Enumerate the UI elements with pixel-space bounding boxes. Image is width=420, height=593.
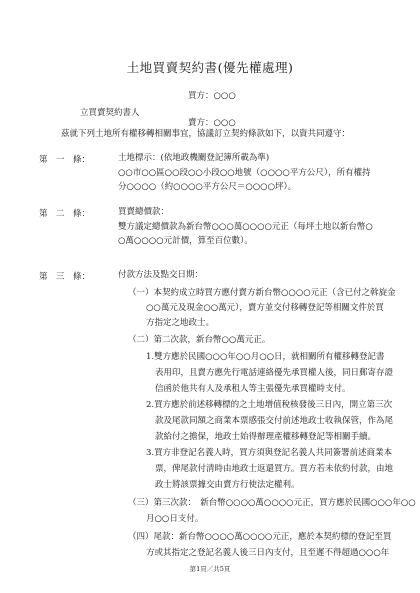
article-3-label: 第 三 條： bbox=[39, 272, 91, 282]
preamble-text: 茲就下列土地所有權移轉相關事宜，協議訂立契約條款如下，以資共同遵守： bbox=[61, 129, 351, 139]
article-3-line: ○○萬元及現金○○萬元），賣方並交付移轉登記等相關文件於買 bbox=[146, 303, 384, 313]
seller-line: 賣方：○○○ bbox=[188, 118, 236, 128]
article-1-line: 土地標示：(依地政機關登記簿所載為準) bbox=[118, 153, 270, 163]
article-3-line: 信函於他共有人及承租人等主張優先承買權時支付。 bbox=[155, 384, 351, 394]
article-3-line: 3.買方非登記名義人時，買方須與登記名義人共同簽署前述商業本 bbox=[146, 448, 393, 458]
article-3-line: （三）第三次款： 新台幣○○○○萬○○○○元正，買方應於民國○○○年○○ bbox=[128, 498, 416, 508]
article-3-line: 方指定之地政士。 bbox=[146, 318, 215, 328]
page-number: 第1頁／共5頁 bbox=[189, 565, 231, 573]
article-3-line: （四）尾款：新台幣○○○○萬○○○○元正，應於本契約標的登記至買 bbox=[128, 532, 392, 542]
document-title: 土地買賣契約書(優先權處理) bbox=[126, 60, 294, 75]
article-3-line: 票，俾尾款付清時由地政士返還買方。買方若未依約付款，由地 bbox=[155, 464, 394, 474]
article-3-line: 方或其指定之登記名義人後三日內支付，且至遲不得超過○○○年 bbox=[146, 548, 390, 558]
article-2-line: 雙方議定總價款為新台幣○○○萬○○○○元正（每坪土地以新台幣○ bbox=[118, 222, 373, 232]
article-3-line: 1.雙方應於民國○○○年○○月○○日，就相關所有權移轉登記書 bbox=[146, 352, 385, 362]
article-1-line: ○○市○○區○○段○○小段○○地號（○○○○平方公尺），所有權持 bbox=[118, 168, 371, 178]
article-3-line: 2.買方應於前述移轉標的之土地增值稅核發後三日內，開立第三次 bbox=[146, 400, 393, 410]
article-3-line: 款及尾款同額之商業本票感張交付前述地政士收執保管，作為尾 bbox=[155, 416, 394, 426]
article-2-label: 第 二 條： bbox=[39, 209, 91, 219]
article-2-line: ○萬○○○○元計價，算至百位數）。 bbox=[118, 236, 253, 246]
article-3-line: （二）第二次款，新台幣○○萬元正。 bbox=[128, 335, 271, 345]
article-1-line: 分○○○○（約○○○○平方公尺＝○○○○坪）。 bbox=[118, 182, 297, 192]
article-3-line: 付款方法及點交日期： bbox=[118, 270, 204, 280]
article-3-line: 款給付之擔保，地政士始得辦理產權移轉登記等相關手續。 bbox=[155, 432, 377, 442]
parties-label: 立買賣契約書人 bbox=[80, 108, 140, 118]
article-2-line: 買賣總價款： bbox=[118, 207, 170, 217]
article-3-line: 月○○日支付。 bbox=[146, 514, 204, 524]
buyer-line: 買方：○○○ bbox=[188, 91, 236, 101]
article-3-line: （一）本契約成立時買方應付賣方新台幣○○○○元正（含已付之斡旋金 bbox=[128, 288, 396, 298]
article-3-line: 表用印，且賣方應先行電話連絡優先承買權人後，同日郵寄存證 bbox=[155, 368, 394, 378]
article-1-label: 第 一 條： bbox=[39, 155, 91, 165]
article-3-line: 政士將該票據交由賣方行使法定權利。 bbox=[155, 480, 300, 490]
